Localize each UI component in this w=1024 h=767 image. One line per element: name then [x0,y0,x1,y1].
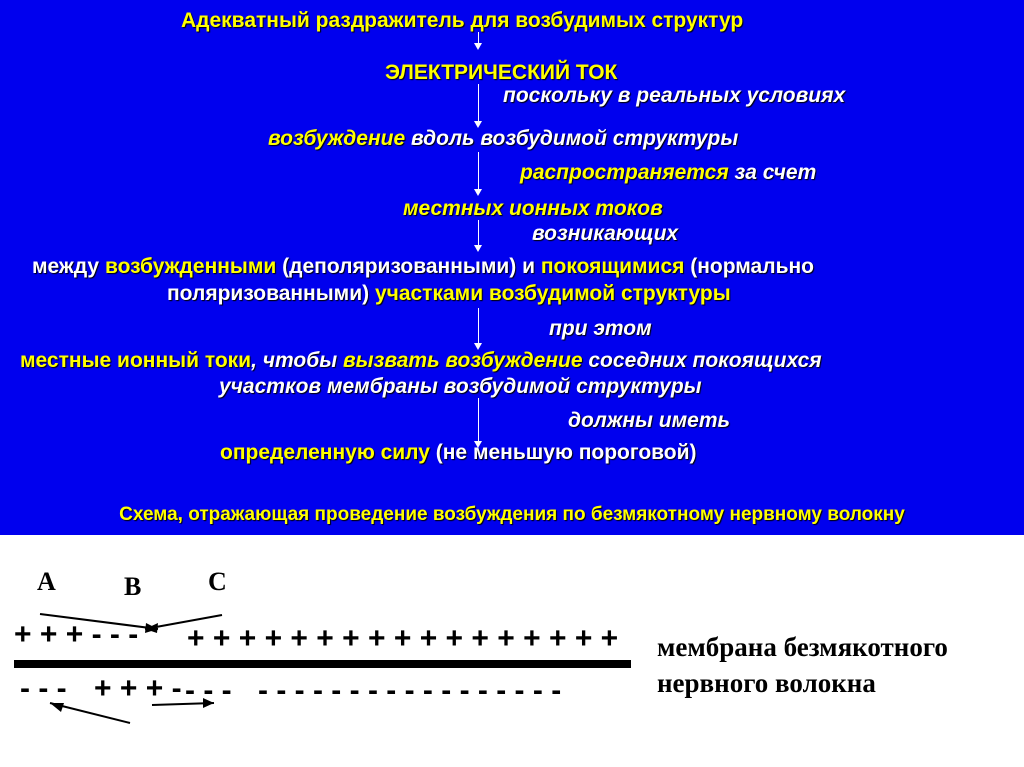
text-membrane-areas: участков мембраны возбудимой структуры [219,375,702,398]
caption-scheme [0,502,1024,528]
text-threshold: (не меньшую пороговой) [429,441,697,464]
label-c: C [208,567,227,596]
membrane-line [14,660,631,668]
text-excitation [268,126,738,152]
label-a: A [37,567,56,596]
term-spreads: распространяется [520,161,729,184]
heading-stimulus: Адекватный раздражитель для возбудимых структур [181,9,744,32]
text-spreads [520,160,816,186]
text-depolarized: (деполяризованными) и [276,255,541,278]
term-induce-excitation: вызвать возбуждение [342,349,583,372]
text-along-structure: вдоль возбудимой структуры [405,127,739,150]
flow-arrow [478,398,479,446]
charge-row-inner-2: + + + - [94,672,182,705]
flow-arrow [478,220,479,250]
text-normally: (нормально [684,255,814,278]
heading-electric-current: ЭЛЕКТРИЧЕСКИЙ ТОК [385,61,618,84]
label-b: B [124,572,142,601]
caption-text: Схема, отражающая проведение возбуждения по безмякотному нервному волокну [119,504,905,525]
term-structure-areas: участками возбудимой структуры [374,282,731,305]
membrane-label-line-2: нервного волокна [657,668,876,698]
membrane-label-line-1: мембрана безмякотного [657,632,948,662]
text-between [32,254,814,280]
term-local-ion-currents: местных ионных токов [403,197,663,220]
text-arising: возникающих [532,222,679,245]
charge-row-outer-2: + + + + + + + + + + + + + + + + + [187,622,619,655]
charge-row-inner-3: - - - [185,674,232,707]
text-neighbouring-resting: соседних покоящихся [582,349,822,372]
text-in-this-case: при этом [549,317,652,340]
text-since [503,83,845,109]
flow-arrow [478,32,479,48]
text-local-currents [20,348,822,374]
text-in-order-to: , чтобы [251,349,343,372]
text-polarized [167,281,731,307]
text-certain-strength [220,440,697,466]
text-between-1: между [32,255,105,278]
term-excitation: возбуждение [268,127,406,150]
term-resting: покоящимися [540,255,685,278]
flow-arrow [478,84,479,126]
charge-row-inner-4: - - - - - - - - - - - - - - - - - [258,674,562,707]
text-polarized-1: поляризованными) [167,282,375,305]
text-must-have: должны иметь [568,409,730,432]
term-certain-strength: определенную силу [220,441,430,464]
charge-row-outer-1: + + + - - - [14,618,139,651]
term-local-ion-currents-2: местные ионный токи [20,349,252,372]
text-since-value: поскольку в реальных условиях [503,84,846,107]
flow-arrow [478,308,479,348]
charge-row-inner-1: - - - [20,672,67,705]
text-due-to: за счет [728,161,817,184]
flow-arrow [478,152,479,194]
term-excited: возбужденными [104,255,277,278]
